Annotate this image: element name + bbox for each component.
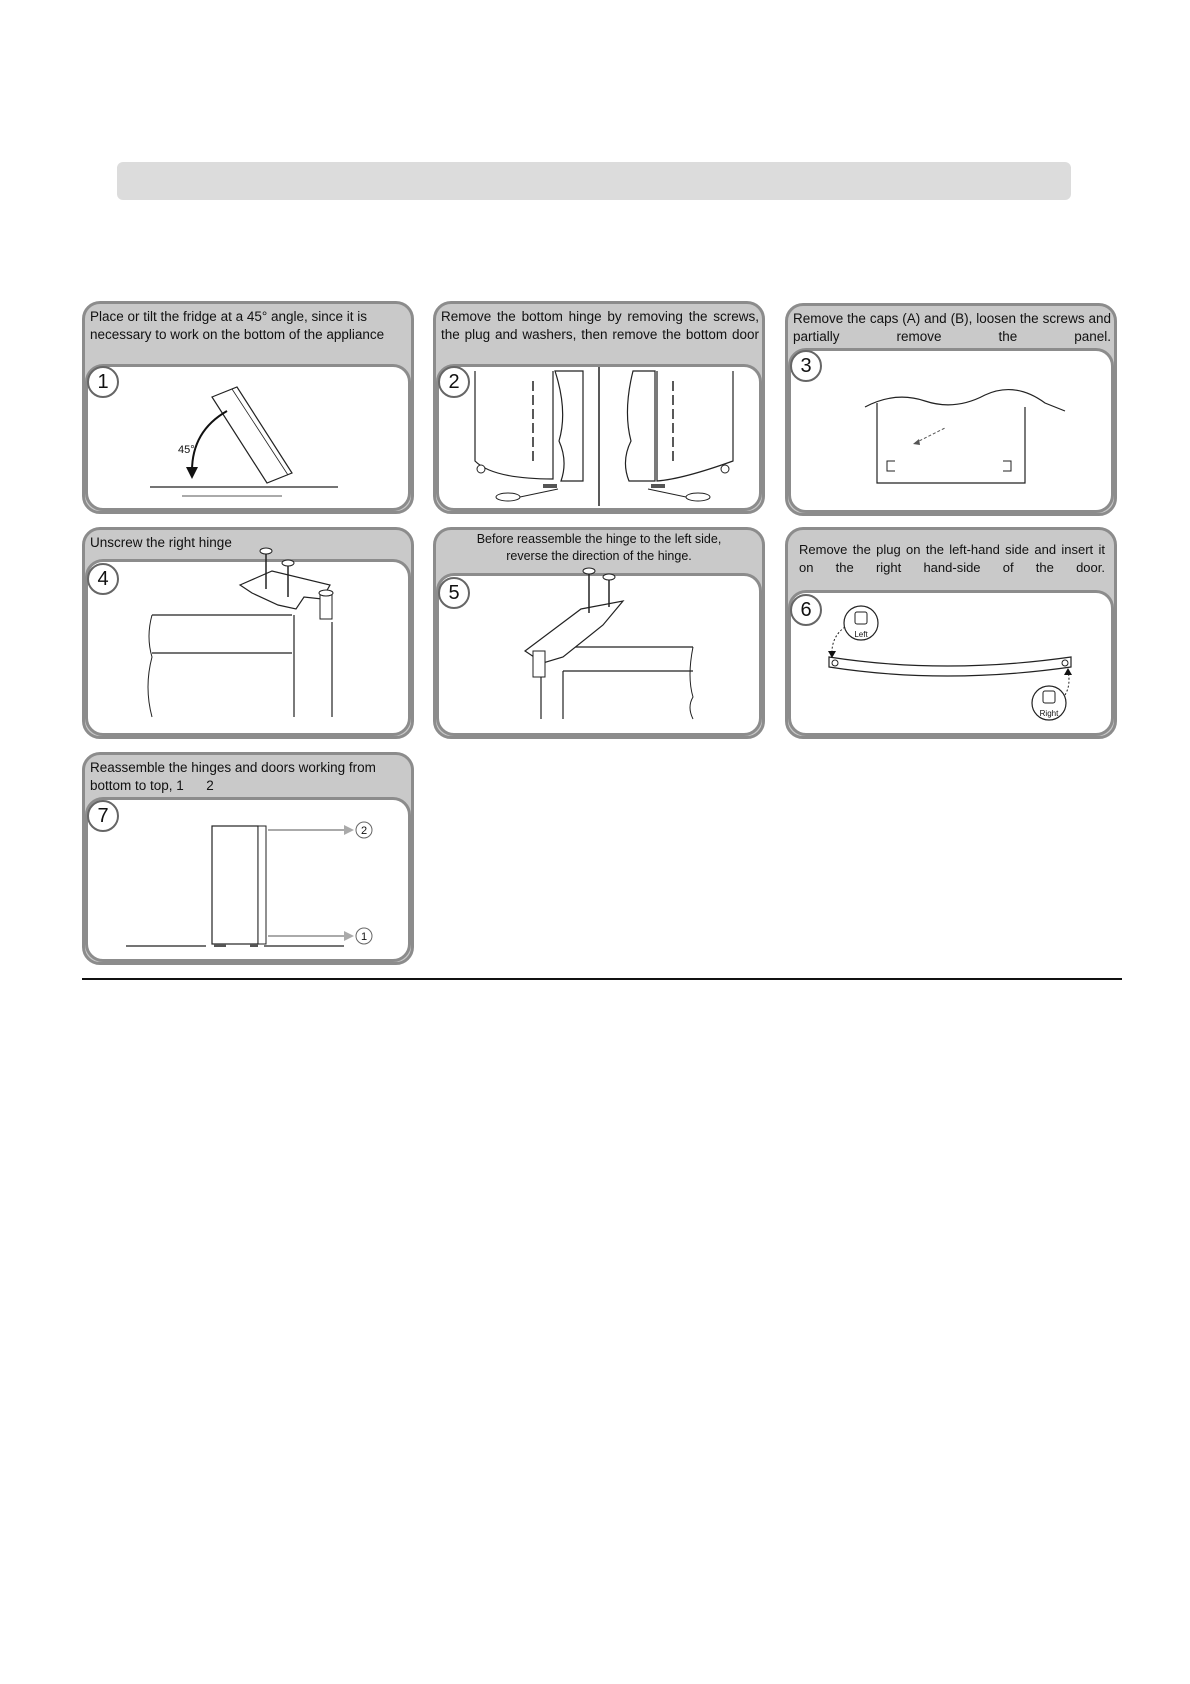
step-4-panel [82, 527, 414, 739]
step-7-number: 7 [87, 800, 119, 832]
step-4-number: 4 [87, 563, 119, 595]
step-3-number: 3 [790, 350, 822, 382]
step-5-number: 5 [438, 577, 470, 609]
horizontal-rule [82, 978, 1122, 980]
reassemble-illustration [82, 752, 414, 965]
step-4-caption: Unscrew the right hinge [90, 535, 232, 550]
marker-2: 2 [360, 825, 368, 837]
right-label: Right [1039, 709, 1059, 718]
step-6-panel [785, 527, 1117, 739]
step-7-panel [82, 752, 414, 965]
step-1-number: 1 [87, 366, 119, 398]
step-5-caption: Before reassemble the hinge to the left side, reverse the direction of the hinge. [476, 532, 722, 563]
step-1-caption: Place or tilt the fridge at a 45° angle, since it is necessary to work on the bottom of the appliance [90, 309, 385, 342]
step-3-caption: Remove the caps (A) and (B), loosen the screws and partially remove the panel. [793, 311, 1111, 344]
move-plug-illustration [785, 527, 1117, 739]
tilt-fridge-illustration [82, 301, 414, 514]
section-header-bar [117, 162, 1071, 200]
step-2-caption: Remove the bottom hinge by removing the screws, the plug and washers, then remove the bottom door [441, 309, 759, 342]
reverse-hinge-illustration [433, 527, 765, 739]
step-6-caption: Remove the plug on the left-hand side and insert it on the right hand-side of the door. [799, 542, 1105, 575]
marker-1: 1 [360, 931, 368, 943]
step-7-caption: Reassemble the hinges and doors working from bottom to top, 1 2 [90, 760, 380, 793]
left-label: Left [854, 630, 868, 639]
remove-panel-illustration [785, 303, 1117, 516]
angle-label: 45° [178, 444, 195, 456]
unscrew-hinge-illustration [82, 527, 414, 739]
step-6-number: 6 [790, 594, 822, 626]
remove-bottom-hinge-illustration [433, 301, 765, 514]
step-2-number: 2 [438, 366, 470, 398]
step-3-panel [785, 303, 1117, 516]
step-1-panel [82, 301, 414, 514]
step-5-panel [433, 527, 765, 739]
step-2-panel [433, 301, 765, 514]
